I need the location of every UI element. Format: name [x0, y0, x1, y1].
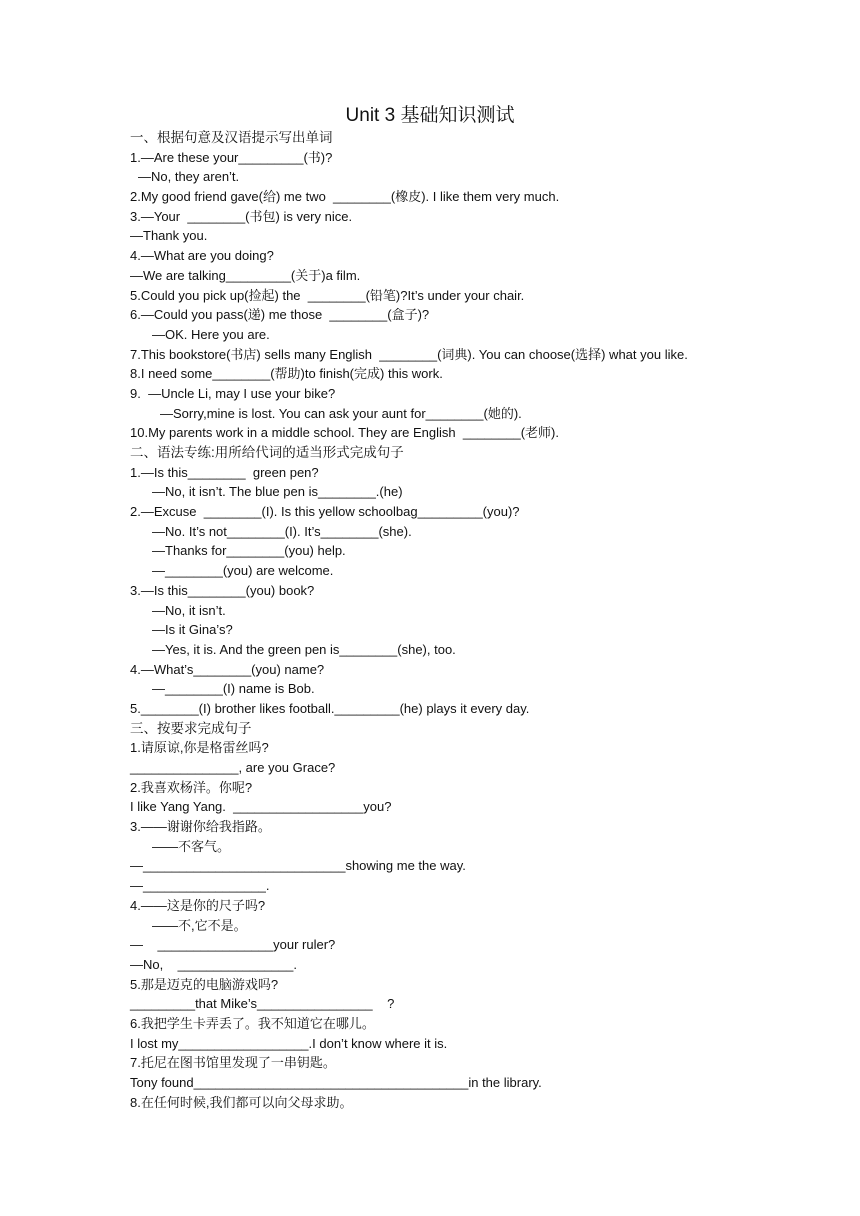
exercise-line: 2.—Excuse ________(I). Is this yellow schoolbag_________(you)?	[130, 504, 520, 520]
exercise-line: 6.我把学生卡弄丢了。我不知道它在哪儿。	[130, 1015, 375, 1031]
page-title: Unit 3 基础知识测试	[345, 105, 515, 126]
exercise-line: —No, they aren’t.	[138, 169, 240, 185]
exercise-line: —No. It’s not________(I). It’s________(she).	[152, 523, 412, 539]
exercise-line: 1.—Are these your_________(书)?	[130, 149, 333, 165]
exercise-line: _______________, are you Grace?	[130, 760, 336, 775]
exercise-line: 5.Could you pick up(捡起) the ________(铅笔)?It’s under your chair.	[130, 287, 525, 303]
exercise-line: 2.我喜欢杨洋。你呢?	[130, 779, 253, 795]
exercise-line: ——不客气。	[152, 838, 231, 854]
exercise-line: I lost my__________________.I don’t know where it is.	[130, 1035, 448, 1051]
exercise-line: —Thanks for________(you) help.	[152, 543, 346, 559]
exercise-line: 3.—Is this________(you) book?	[130, 582, 315, 598]
exercise-line: 4.—What are you doing?	[130, 248, 274, 264]
exercise-line: —No, ________________.	[130, 956, 297, 972]
exercise-line: —Thank you.	[130, 228, 208, 244]
exercise-line: 9. —Uncle Li, may I use your bike?	[130, 385, 336, 401]
exercise-line: — ________________your ruler?	[130, 937, 336, 953]
exercise-line: —Is it Gina’s?	[152, 622, 233, 638]
exercise-line: 1.—Is this________ green pen?	[130, 464, 319, 480]
exercise-line: 4.——这是你的尺子吗?	[130, 897, 266, 913]
exercise-line: 7.托尼在图书馆里发现了一串钥匙。	[130, 1055, 336, 1071]
exercise-line: —No, it isn’t.	[152, 602, 226, 618]
exercise-line: —____________________________showing me the way.	[130, 858, 466, 874]
exercise-line: 8.I need some________(帮助)to finish(完成) this work.	[130, 366, 443, 382]
exercise-line: —________(I) name is Bob.	[152, 681, 315, 697]
exercise-line: —We are talking_________(关于)a film.	[130, 267, 361, 283]
exercise-line: 4.—What’s________(you) name?	[130, 661, 325, 677]
exercise-lines	[130, 128, 810, 1112]
exercise-line: —_________________.	[130, 878, 270, 894]
exercise-line: —No, it isn’t. The blue pen is________.(he)	[152, 484, 403, 500]
exercise-line: 3.—Your ________(书包) is very nice.	[130, 208, 353, 224]
exercise-line: —Sorry,mine is lost. You can ask your aunt for________(她的).	[160, 405, 522, 421]
exercise-line: —________(you) are welcome.	[152, 563, 334, 579]
exercise-line: _________that Mike’s________________ ?	[130, 996, 395, 1012]
section-heading: 一、根据句意及汉语提示写出单词	[130, 130, 333, 145]
exercise-line: I like Yang Yang. __________________you?	[130, 799, 392, 815]
exercise-line: 5.那是迈克的电脑游戏吗?	[130, 976, 279, 992]
section-heading: 二、语法专练:用所给代词的适当形式完成句子	[130, 445, 404, 460]
exercise-line: 3.——谢谢你给我指路。	[130, 819, 271, 835]
exercise-line: 8.在任何时候,我们都可以向父母求助。	[130, 1094, 353, 1110]
exercise-line: 1.请原谅,你是格雷丝吗?	[130, 740, 269, 756]
exercise-line: —OK. Here you are.	[152, 326, 270, 342]
exercise-line: 5.________(I) brother likes football._________(he) plays it every day.	[130, 700, 530, 716]
exercise-line: 2.My good friend gave(给) me two ________(橡皮). I like them very much.	[130, 189, 560, 205]
exercise-line: —Yes, it is. And the green pen is________(she), too.	[152, 641, 456, 657]
section-heading: 三、按要求完成句子	[130, 720, 252, 736]
exercise-line: Tony found______________________________________in the library.	[130, 1075, 542, 1090]
exercise-line: 7.This bookstore(书店) sells many English ________(词典). You can choose(选择) what you like.	[130, 346, 688, 362]
exercise-line: 6.—Could you pass(递) me those ________(盒子)?	[130, 307, 430, 323]
exercise-line: ——不,它不是。	[152, 917, 247, 933]
exercise-line: 10.My parents work in a middle school. They are English ________(老师).	[130, 425, 559, 441]
